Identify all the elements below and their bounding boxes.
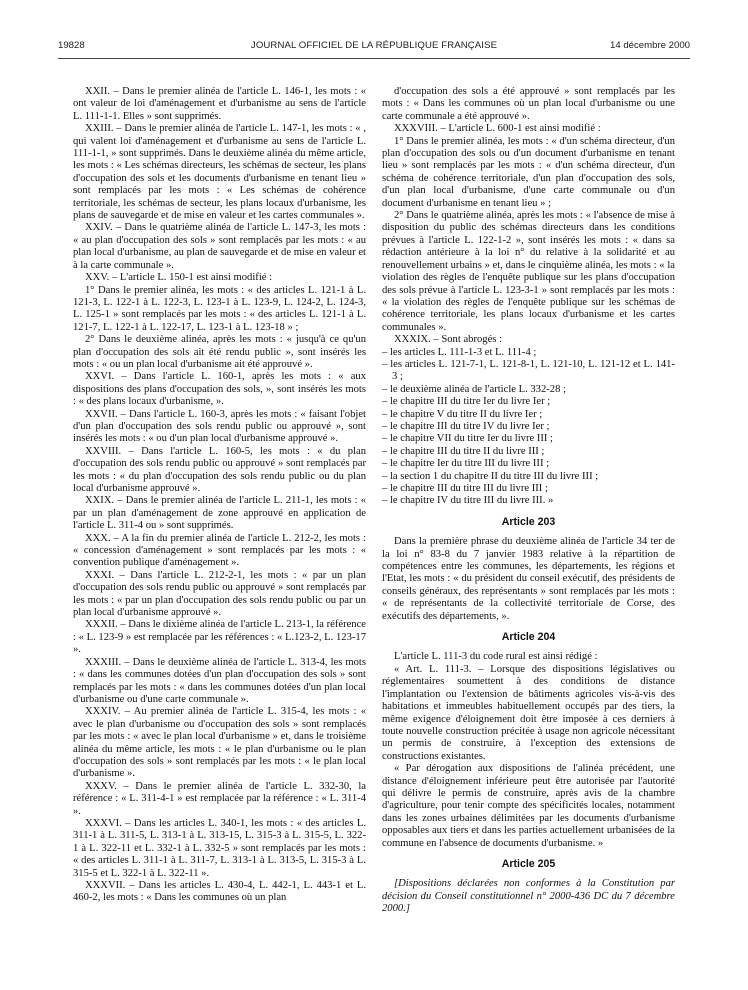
paragraph-xxxiii: XXXIII. – Dans le deuxième alinéa de l'article L. 313-4, les mots : « dans les communes dotées d'un plan d'occupation des sols » sont remplacés par les mots : « dans les communes dotées d'un plan local d'urbanisme ou d'une carte communale ». — [73, 656, 366, 705]
list-item: – le chapitre III du titre IV du livre Ier ; — [382, 420, 550, 432]
list-item: – le chapitre III du titre III du livre III ; — [382, 483, 548, 494]
paragraph-xxv-1: 1° Dans le premier alinéa, les mots : « des articles L. 121-1 à L. 121-3, L. 122-1 à L. 122-3, L. 123-1 à L. 123-9, L. 124-2, L. 124-3, L. 125-1 » sont remplacés par les mots : « des articles L. 121-1 à L. 121-7, L. 122-1 à L. 122-17, L. 123-1 à L. 123-18 » ; — [73, 284, 366, 333]
list-item: – les articles L. 111-1-3 et L. 111-4 ; — [382, 346, 537, 358]
list-item: – le chapitre Ier du titre III du livre III ; — [382, 458, 550, 470]
paragraph-xxvii: XXVII. – Dans l'article L. 160-3, après les mots : « faisant l'objet d'un plan d'occupation des sols rendu public ou approuvé », sont insérés les mots : « ou d'un plan local d'urbanisme approuvé ». — [73, 408, 366, 445]
paragraph-xxv-2: 2° Dans le deuxième alinéa, après les mots : « jusqu'à ce qu'un plan d'occupation des sols ait été rendu public », sont insérés les mots : « ou un plan local d'urbanisme ait été approuvé ». — [73, 334, 366, 370]
paragraph-xxxviii: XXXVIII. – L'article L. 600-1 est ainsi modifié : — [394, 123, 601, 135]
paragraph-xxxviii-2: 2° Dans le quatrième alinéa, après les mots : « l'absence de mise à disposition du public des schémas directeurs dans les conditions prévues à l'article L. 122-1-2 », sont insérés les mots : « dans sa rédaction antérieure à la loi n° du relative à la solidarité et au renouvellement urbains » et, dans le cinquième alinéa, les mots : « la violation des règles de l'enquête publique sur les plans d'occupation des sols prévue à l'article L. 123-3-1 » sont remplacés par les mots : « la violation des règles de l'enquête publique sur les schémas de cohérence territoriale, les plans locaux d'urbanisme et les cartes communales ». — [382, 210, 675, 333]
page-header — [58, 40, 690, 56]
article-204-heading: Article 204 — [501, 631, 556, 644]
list-item: – le deuxième alinéa de l'article L. 332-28 ; — [382, 383, 566, 395]
paragraph-xxvi: XXVI. – Dans l'article L. 160-1, après les mots : « aux dispositions des plans d'occupation des sols, », sont insérés les mots : « des plans locaux d'urbanisme, ». — [73, 371, 366, 408]
article-203-text: Dans la première phrase du deuxième alinéa de l'article 34 ter de la loi n° 83-8 du 7 janvier 1983 relative à la répartition de compétences entre les communes, les départements, les régions et l'Etat, les mots : « du président du conseil exécutif, des présidents de conseils généraux, des représentants » sont remplacés par les mots : « de représentants de la collectivité territoriale de Corse, des exécutifs des départements, ». — [382, 536, 675, 622]
publication-date: 14 décembre 2000 — [609, 40, 690, 51]
article-205-text: [Dispositions déclarées non conformes à la Constitution par décision du Conseil constitutionnel n° 2000-436 DC du 7 décembre 2000.] — [382, 878, 675, 915]
paragraph-xxviii: XXVIII. – Dans l'article L. 160-5, les mots : « du plan d'occupation des sols rendu public ou approuvé » sont remplacés par les mots : « du plan d'occupation des sols rendu public ou du plan local d'urbanisme approuvé ». — [73, 445, 366, 494]
list-item: – le chapitre III du titre II du livre III ; — [382, 445, 545, 457]
list-item: – le chapitre III du titre Ier du livre Ier ; — [382, 396, 551, 408]
paragraph-xxiii: XXIII. – Dans le premier alinéa de l'article L. 147-1, les mots : « , qui valent loi d'aménagement et d'urbanisme au sens de l'article L. 111-1-1, » sont supprimés. Dans le deuxième alinéa du même article, les mots : « Les schémas directeurs, les schémas de secteur, les plans d'occupation des sols et les documents d'urbanisme en tenant lieu » sont remplacés par les mots : « Les schémas de cohérence territoriale, les schémas de secteur, les plans locaux d'urbanisme, les plans de sauvegarde et de mise en valeur et les cartes communales ». — [73, 123, 366, 222]
article-205-heading: Article 205 — [501, 857, 556, 870]
paragraph-xxix: XXIX. – Dans le premier alinéa de l'article L. 211-1, les mots : « par un plan d'aménagement de zone approuvé en application de l'article L. 311-4 ou » sont supprimés. — [73, 495, 366, 532]
list-item: – le chapitre V du titre II du livre Ier ; — [382, 408, 543, 420]
article-203-heading: Article 203 — [501, 515, 556, 528]
list-item: – les articles L. 121-7-1, L. 121-8-1, L. 121-10, L. 121-12 et L. 141-3 ; — [382, 358, 675, 383]
paragraph-xxxvii: XXXVII. – Dans les articles L. 430-4, L. 442-1, L. 443-1 et L. 460-2, les mots : « Dans les communes où un plan — [73, 880, 366, 904]
right-column — [382, 86, 675, 916]
list-item: – la section 1 du chapitre II du titre III du livre III ; — [382, 470, 599, 482]
journal-title: JOURNAL OFFICIEL DE LA RÉPUBLIQUE FRANÇAISE — [250, 40, 498, 51]
paragraph-xxx: XXX. – A la fin du premier alinéa de l'article L. 212-2, les mots : « concession d'aménagement » sont remplacés par les mots : « convention publique d'aménagement ». — [73, 532, 366, 569]
paragraph-xxv: XXV. – L'article L. 150-1 est ainsi modifié : — [85, 272, 273, 284]
paragraph-continued: d'occupation des sols a été approuvé » sont remplacés par les mots : « Dans les communes où un plan local d'urbanisme ou une carte communale a été approuvé ». — [382, 86, 675, 122]
list-item: – le chapitre IV du titre III du livre III. » — [382, 495, 554, 507]
page-number: 19828 — [58, 40, 85, 51]
paragraph-xxxi: XXXI. – Dans l'article L. 212-2-1, les mots : « par un plan d'occupation des sols rendu public ou approuvé » sont remplacés par les mots : « par un plan d'occupation des sols rendu public ou par un plan local d'urbanisme approuvé ». — [73, 569, 366, 619]
left-column — [73, 86, 366, 905]
paragraph-xxxvi: XXXVI. – Dans les articles L. 340-1, les mots : « des articles L. 311-1 à L. 311-5, L. 313-1 à L. 313-15, L. 315-3 à L. 315-5, L. 322-1 à L. 322-11 et L. 332-1 à L. 332-5 » sont remplacés par les mots : « des articles L. 311-1 à L. 311-7, L. 313-1 à L. 313-5, L. 315-3 à L. 315-5 et L. 322-1 à L. 322-11 ». — [73, 817, 366, 879]
repeal-list — [382, 347, 675, 508]
article-204-intro: L'article L. 111-3 du code rural est ainsi rédigé : — [394, 651, 598, 663]
list-item: – le chapitre VII du titre Ier du livre III ; — [382, 433, 553, 445]
paragraph-xxxv: XXXV. – Dans le premier alinéa de l'article L. 332-30, la référence : « L. 311-4-1 » est remplacée par la référence : « L. 311-4 ». — [73, 780, 366, 817]
paragraph-xxii: XXII. – Dans le premier alinéa de l'article L. 146-1, les mots : « ont valeur de loi d'aménagement et d'urbanisme au sens de l'article L. 111-1-1. Elles » sont supprimés. — [73, 86, 366, 122]
article-204-quote-2: « Par dérogation aux dispositions de l'alinéa précédent, une distance d'éloignement inférieure peut être autorisée par l'autorité qui délivre le permis de construire, après avis de la chambre d'agriculture, pour tenir compte des spécificités locales, notamment dans les zones urbaines délimitées par les documents d'urbanisme opposables aux tiers et dans les parties actuellement urbanisées de la commune en l'absence de documents d'urbanisme. » — [382, 763, 675, 849]
paragraph-xxiv: XXIV. – Dans le quatrième alinéa de l'article L. 147-3, les mots : « au plan d'occupation des sols » sont remplacés par les mots : « au plan local d'urbanisme, au plan de sauvegarde et de mise en valeur et à la carte communale ». — [73, 222, 366, 271]
paragraph-xxxviii-1: 1° Dans le premier alinéa, les mots : « d'un schéma directeur, d'un plan d'occupation des sols ou d'un document d'urbanisme en tenant lieu » sont remplacés par les mots : « d'un schéma directeur, d'un schéma de cohérence territoriale, d'un plan d'occupation des sols, d'un plan local d'urbanisme, d'une carte communale ou d'un document d'urbanisme en tenant lieu » ; — [382, 135, 675, 209]
paragraph-xxxix: XXXIX. – Sont abrogés : — [394, 334, 502, 346]
article-204-quote-1: « Art. L. 111-3. – Lorsque des dispositions législatives ou réglementaires soumettent à des conditions de distance l'implantation ou l'extension de bâtiments agricoles vis-à-vis des habitations et immeubles habituellement occupés par des tiers, la même exigence d'éloignement doit être imposée à ces derniers à toute nouvelle construction précitée à usage non agricole nécessitant un permis de construire, à l'exception des extensions de constructions existantes. — [382, 663, 675, 762]
paragraph-xxxiv: XXXIV. – Au premier alinéa de l'article L. 315-4, les mots : « avec le plan d'urbanisme ou d'occupation des sols » sont remplacés par les mots : « avec le plan local d'urbanisme » et, dans le troisième alinéa du même article, les mots : « le plan d'urbanisme ou le plan d'occupation des sols » sont remplacés par les mots : « le plan local d'urbanisme ». — [73, 706, 366, 780]
header-rule — [58, 58, 690, 59]
paragraph-xxxii: XXXII. – Dans le dixième alinéa de l'article L. 213-1, la référence : « L. 123-9 » est remplacée par les références : « L.123-2, L. 123-17 ». — [73, 619, 366, 656]
